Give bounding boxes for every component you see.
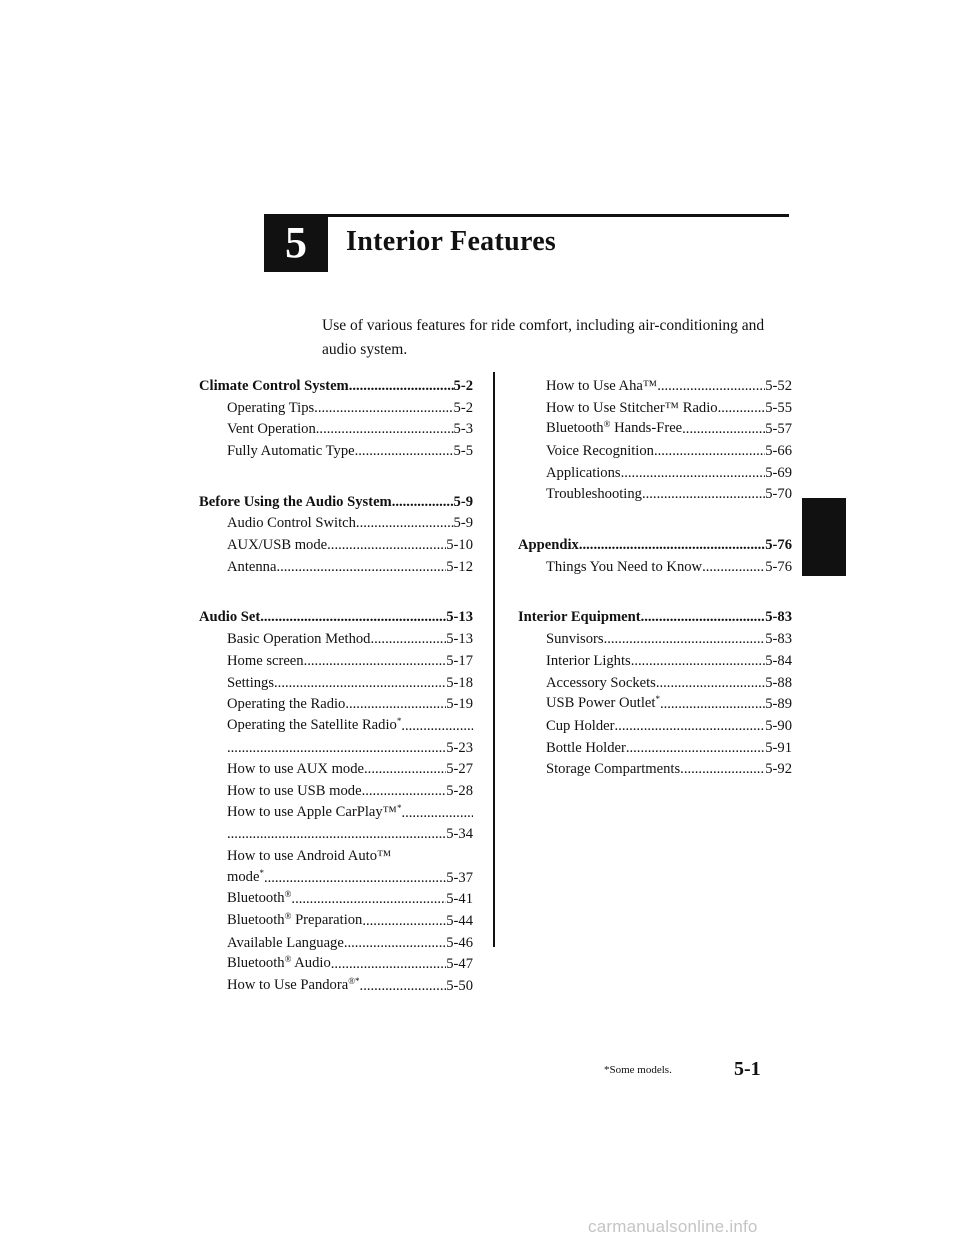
toc-page-ref: 5-47 [446,956,473,973]
toc-section-heading[interactable] [199,492,473,514]
toc-page-ref: 5-10 [446,537,473,554]
superscript-mark: ® [284,889,292,900]
toc-entry-label: Home screen [227,652,304,669]
dot-leader [656,673,765,695]
toc-entry-label: How to Use Pandora [227,977,349,994]
toc-entry-title [546,694,660,716]
toc-item[interactable] [199,803,473,825]
dot-leader [291,889,446,911]
toc-entry-label: USB Power Outlet [546,695,656,712]
dot-leader [401,716,473,738]
toc-section-heading[interactable] [518,608,792,630]
toc-item[interactable] [199,535,473,557]
toc-entry-label: How to use USB mode [227,782,362,799]
toc-entry-title [227,651,304,673]
dot-leader [615,716,766,738]
toc-item[interactable] [518,441,792,463]
toc-item[interactable] [518,738,792,760]
dot-leader [621,463,766,485]
toc-item[interactable] [518,629,792,651]
dot-leader [631,651,766,673]
toc-item[interactable] [518,759,792,781]
toc-page-ref: 5-44 [446,913,473,930]
toc-entry-title [546,398,718,420]
toc-item[interactable] [199,824,473,846]
toc-page-ref: 5-76 [765,558,792,575]
toc-entry-title [546,557,702,579]
toc-entry-label: Fully Automatic Type [227,443,355,460]
toc-entry-label-suffix: Hands-Free [610,420,683,437]
toc-entry-label: Operating Tips [227,399,315,416]
toc-section [518,608,792,782]
section-gap [199,579,473,608]
dot-leader [349,376,454,398]
toc-entry-title [546,651,631,673]
toc-entry-title [227,911,362,933]
toc-entry-title [227,716,401,738]
toc-item[interactable] [199,738,473,760]
toc-entry-label: Accessory Sockets [546,674,656,691]
section-gap [518,579,792,608]
toc-page-ref: 5-84 [765,652,792,669]
toc-entry-title [199,492,392,514]
toc-item[interactable] [518,419,792,441]
toc-page-ref: 5-37 [446,869,473,886]
toc-item[interactable] [199,651,473,673]
toc-item[interactable] [518,694,792,716]
toc-entry-label: Available Language [227,934,344,951]
toc-column-left [199,376,473,998]
toc-page-ref: 5-17 [446,652,473,669]
toc-item[interactable] [518,463,792,485]
dot-leader [274,673,446,695]
toc-entry-title [199,376,349,398]
toc-section [518,535,792,578]
toc-entry-label: Bluetooth [227,890,285,907]
toc-entry-title [227,803,401,825]
toc-item[interactable] [199,889,473,911]
dot-leader [401,803,473,825]
toc-page-ref: 5-3 [453,421,473,438]
toc-entry-label: AUX/USB mode [227,537,328,554]
toc-entry-title [227,398,314,420]
toc-page-ref: 5-5 [453,443,473,460]
toc-entry-title [227,419,316,441]
toc-page-ref: 5-34 [446,826,473,843]
toc-entry-label: How to Use Stitcher™ Radio [546,399,718,416]
toc-entry-title [546,716,615,738]
toc-page-ref: 5-9 [453,493,473,510]
toc-page-ref: 5-55 [765,399,792,416]
toc-entry-title [518,608,641,630]
chapter-number: 5 [285,218,307,267]
toc-item[interactable] [199,868,473,890]
toc-item[interactable] [199,441,473,463]
toc-item[interactable] [199,781,473,803]
toc-page-ref: 5-28 [446,782,473,799]
toc-item[interactable] [199,673,473,695]
toc-entry-label: Operating the Radio [227,696,346,713]
toc-page-ref: 5-70 [765,486,792,503]
toc-item[interactable] [518,398,792,420]
toc-section [518,376,792,506]
toc-entry-label: Bottle Holder [546,739,626,756]
dot-leader [260,608,446,630]
toc-column-right [518,376,792,781]
column-divider [493,372,495,947]
toc-entry-title [518,535,579,557]
dot-leader [345,694,446,716]
toc-page-ref: 5-41 [446,891,473,908]
toc-item[interactable] [518,376,792,398]
toc-entry-title [227,933,344,955]
toc-item[interactable] [518,651,792,673]
dot-leader [264,868,446,890]
dot-leader [355,441,454,463]
dot-leader [356,513,454,535]
toc-page-ref: 5-91 [765,739,792,756]
toc-entry-title [546,629,604,651]
toc-entry-label: How to use Apple CarPlay™ [227,803,397,820]
toc-page-ref: 5-46 [446,934,473,951]
dot-leader [304,651,447,673]
toc-entry-title [227,441,355,463]
toc-entry-label: Bluetooth [227,912,285,929]
toc-page-ref: 5-12 [446,558,473,575]
toc-page-ref: 5-23 [446,739,473,756]
toc-entry-label: Appendix [518,537,579,554]
toc-section-heading[interactable] [199,376,473,398]
superscript-mark: * [396,715,402,726]
toc-entry-label: Bluetooth [227,955,285,972]
toc-page-ref: 5-69 [765,464,792,481]
toc-item[interactable] [518,673,792,695]
toc-entry-title [227,955,331,977]
dot-leader [344,933,446,955]
dot-leader [314,398,453,420]
toc-entry-label: Vent Operation [227,421,316,438]
toc-page-ref: 5-83 [765,631,792,648]
dot-leader [362,781,447,803]
toc-page-ref: 5-57 [765,421,792,438]
toc-entry-title [546,463,621,485]
dot-leader [641,608,766,630]
dot-leader [364,759,446,781]
toc-page-ref: 5-2 [453,399,473,416]
dot-leader [392,492,454,514]
dot-leader [660,694,765,716]
toc-item[interactable] [199,911,473,933]
toc-entry-label: Audio Control Switch [227,515,356,532]
dot-leader [360,976,447,998]
toc-entry-label: How to Use Aha™ [546,377,658,394]
dot-leader [680,759,765,781]
toc-page-ref: 5-13 [446,609,473,626]
dot-leader [327,535,446,557]
toc-page-ref: 5-52 [765,377,792,394]
toc-item[interactable] [199,419,473,441]
dot-leader [227,738,446,760]
toc-entry-title [227,759,364,781]
toc-section-heading[interactable] [199,608,473,630]
dot-leader [682,419,765,441]
toc-page-ref: 5-13 [446,631,473,648]
toc-entry-title [227,557,276,579]
toc-item[interactable] [199,513,473,535]
toc-entry-label: Applications [546,464,621,481]
toc-entry-title [227,781,362,803]
dot-leader [702,557,765,579]
toc-entry-label: Antenna [227,558,277,575]
toc-entry-label: Cup Holder [546,717,615,734]
superscript-mark: ®* [348,976,360,987]
toc-entry-title [227,846,391,868]
toc-entry-label: mode [227,868,260,885]
dot-leader [579,535,765,557]
toc-item[interactable] [518,557,792,579]
toc-entry-title [546,376,657,398]
toc-page-ref: 5-18 [446,674,473,691]
chapter-side-tab [802,498,846,576]
toc-section [199,376,473,463]
superscript-mark: * [259,867,264,878]
toc-section [199,608,473,998]
dot-leader [654,441,765,463]
toc-item[interactable] [518,716,792,738]
toc-item[interactable] [199,933,473,955]
toc-page-ref: 5-88 [765,674,792,691]
toc-entry-label: Audio Set [199,609,261,626]
section-gap [518,506,792,535]
superscript-mark: * [655,694,660,705]
toc-entry-title [199,608,260,630]
chapter-title: Interior Features [346,226,557,257]
dot-leader [276,557,446,579]
toc-entry-title [227,535,327,557]
toc-section-heading[interactable] [518,535,792,557]
toc-entry-label-suffix: Audio [291,955,331,972]
toc-entry-label: Interior Equipment [518,609,641,626]
toc-entry-label: How to use AUX mode [227,761,365,778]
toc-item[interactable] [199,716,473,738]
dot-leader [604,629,766,651]
toc-entry-label: Troubleshooting [546,486,642,503]
toc-entry-title [546,484,642,506]
toc-page-ref: 5-50 [446,978,473,995]
toc-entry-label: Sunvisors [546,631,604,648]
toc-entry-label: Climate Control System [199,377,349,394]
toc-page-ref: 5-2 [453,377,473,394]
section-gap [199,463,473,492]
toc-entry-label: Things You Need to Know [546,558,703,575]
toc-entry-title [227,629,370,651]
toc-page-ref: 5-19 [446,696,473,713]
toc-entry-label: Operating the Satellite Radio [227,716,397,733]
toc-page-ref: 5-92 [765,761,792,778]
dot-leader [227,824,446,846]
toc-entry-title [546,419,682,441]
dot-leader [362,911,446,933]
chapter-number-badge [264,214,328,272]
superscript-mark: ® [284,954,292,965]
superscript-mark: ® [603,419,611,430]
toc-entry-label: How to use Android Auto™ [227,848,392,865]
toc-page-ref: 5-89 [765,696,792,713]
toc-page-ref: 5-9 [453,515,473,532]
toc-entry-title [227,889,291,911]
dot-leader [316,419,454,441]
footnote-some-models: *Some models. [604,1064,672,1076]
toc-entry-title [227,673,274,695]
toc-entry-label: Interior Lights [546,652,631,669]
toc-item[interactable] [199,955,473,977]
dot-leader [642,484,765,506]
toc-item[interactable] [518,484,792,506]
toc-page-ref: 5-90 [765,717,792,734]
toc-item[interactable] [199,557,473,579]
toc-page-ref: 5-66 [765,443,792,460]
toc-entry-label: Bluetooth [546,420,604,437]
dot-leader [657,376,765,398]
toc-entry-label: Storage Compartments [546,761,681,778]
toc-item[interactable] [199,629,473,651]
dot-leader [331,955,446,977]
toc-item[interactable] [199,694,473,716]
chapter-header-rule [328,214,789,217]
toc-entry-title [546,441,654,463]
toc-entry-label: Before Using the Audio System [199,493,392,510]
toc-page-ref: 5-76 [765,537,792,554]
superscript-mark: ® [284,911,292,922]
toc-entry-label-suffix: Preparation [291,912,363,929]
toc-entry-title [546,759,680,781]
toc-item[interactable] [199,759,473,781]
toc-item[interactable] [199,846,473,868]
watermark: carmanualsonline.info [588,1217,758,1236]
toc-entry-label: Voice Recognition [546,443,654,460]
superscript-mark: * [396,802,402,813]
toc-item[interactable] [199,398,473,420]
toc-section [199,492,473,579]
toc-page-ref: 5-27 [446,761,473,778]
toc-entry-title [546,673,656,695]
dot-leader [626,738,765,760]
toc-item[interactable] [199,976,473,998]
page-number: 5-1 [734,1058,761,1080]
toc-entry-title [227,513,356,535]
dot-leader [370,629,446,651]
toc-entry-label: Basic Operation Method [227,631,371,648]
toc-entry-title [227,868,264,890]
toc-page-ref: 5-83 [765,609,792,626]
chapter-description: Use of various features for ride comfort, including air-conditioning and audio system. [322,317,765,358]
toc-entry-label: Settings [227,674,275,691]
toc-entry-title [227,694,345,716]
toc-entry-title [546,738,626,760]
toc-entry-title [227,976,360,998]
dot-leader [718,398,766,420]
